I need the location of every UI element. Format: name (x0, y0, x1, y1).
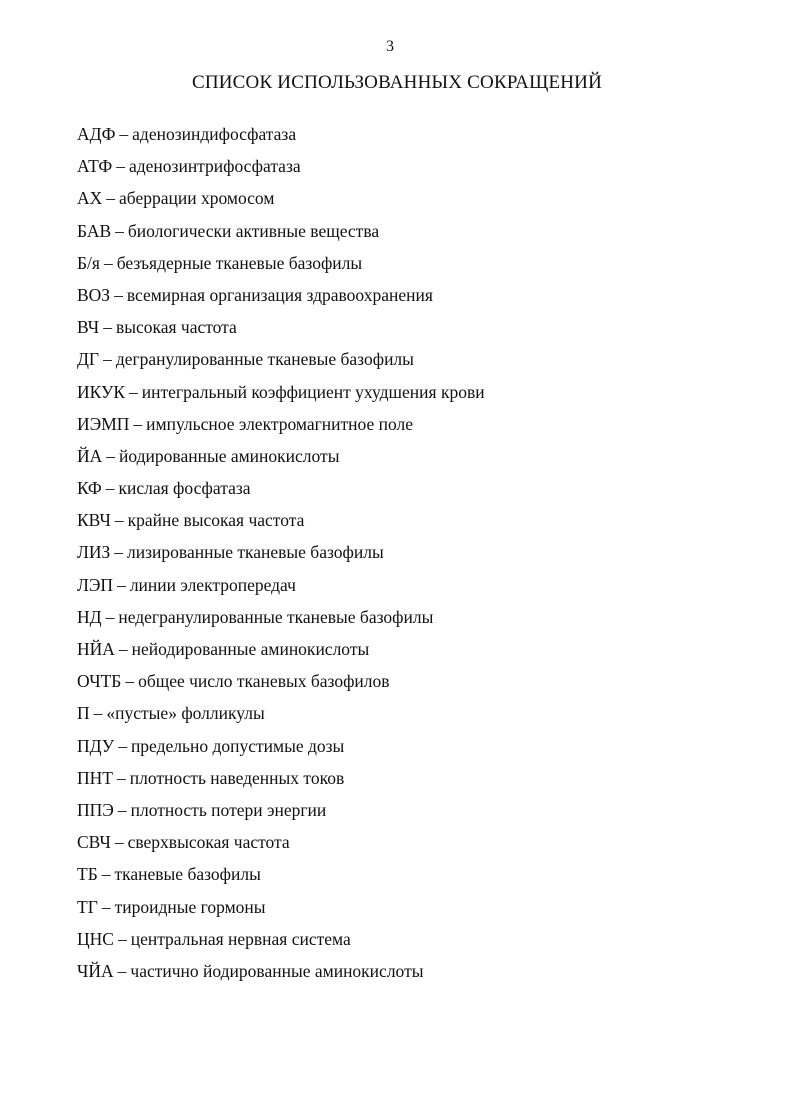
abbreviation-meaning: тканевые базофилы (114, 864, 261, 885)
abbreviation-entry (77, 734, 757, 766)
abbreviation-entry (77, 444, 757, 476)
abbreviation-separator: – (103, 317, 112, 338)
abbreviation-entry (77, 154, 757, 186)
abbreviation-entry (77, 862, 757, 894)
abbreviation-entry (77, 315, 757, 347)
abbreviation-term: КВЧ (77, 510, 111, 531)
abbreviation-term: ЧЙА (77, 960, 114, 981)
abbreviation-entry (77, 219, 757, 251)
abbreviation-meaning: интегральный коэффициент ухудшения крови (141, 381, 485, 402)
abbreviation-meaning: недегранулированные тканевые базофилы (118, 606, 434, 627)
abbreviation-separator: – (103, 252, 113, 273)
abbreviation-separator: – (117, 960, 127, 981)
abbreviation-meaning: «пустые» фолликулы (106, 703, 265, 724)
abbreviation-meaning: сверхвысокая частота (127, 832, 290, 853)
abbreviation-entry (77, 830, 757, 862)
abbreviation-separator: – (103, 349, 112, 370)
abbreviation-entry (77, 927, 757, 959)
abbreviation-separator: – (101, 864, 111, 885)
abbreviation-term: ППЭ (77, 799, 114, 820)
abbreviation-term: ВЧ (77, 317, 100, 338)
abbreviation-meaning: аденозиндифосфатаза (132, 124, 297, 144)
abbreviation-term: ТГ (77, 896, 98, 917)
abbreviation-term: ПДУ (77, 735, 115, 756)
abbreviation-meaning: лизированные тканевые базофилы (127, 542, 384, 563)
abbreviation-entry (77, 122, 757, 154)
abbreviation-separator: – (93, 703, 103, 724)
abbreviation-entry (77, 380, 757, 412)
abbreviation-separator: – (118, 639, 128, 659)
abbreviation-entry (77, 508, 757, 540)
abbreviation-entry (77, 637, 757, 669)
abbreviation-entry (77, 476, 757, 508)
abbreviation-separator: – (114, 542, 124, 563)
abbreviation-separator: – (101, 896, 111, 917)
abbreviation-entry (77, 283, 757, 315)
abbreviation-meaning: дегранулированные тканевые базофилы (115, 349, 414, 370)
abbreviation-entry (77, 251, 757, 283)
abbreviation-term: ТБ (77, 864, 98, 885)
abbreviation-separator: – (105, 606, 115, 627)
abbreviation-term: НЙА (77, 639, 115, 659)
abbreviation-term: ЦНС (77, 928, 114, 949)
abbreviation-term: АТФ (77, 156, 113, 177)
abbreviation-separator: – (114, 284, 123, 305)
abbreviation-term: НД (77, 606, 102, 627)
abbreviation-separator: – (117, 799, 127, 820)
abbreviation-meaning: безъядерные тканевые базофилы (116, 252, 363, 273)
abbreviation-term: ЛИЗ (77, 542, 111, 563)
abbreviation-separator: – (105, 478, 115, 499)
abbreviation-term: ЙА (77, 445, 103, 466)
abbreviation-entry (77, 186, 757, 218)
abbreviation-separator: – (129, 381, 138, 402)
abbreviation-separator: – (117, 574, 126, 595)
abbreviation-separator: – (114, 832, 124, 853)
page-number: 3 (386, 38, 394, 55)
abbreviation-term: ИЭМП (77, 413, 130, 434)
abbreviation-separator: – (115, 220, 124, 241)
abbreviation-meaning: йодированные аминокислоты (119, 445, 340, 466)
abbreviation-separator: – (118, 735, 127, 756)
abbreviation-separator: – (106, 188, 116, 209)
abbreviation-meaning: аберрации хромосом (119, 188, 275, 209)
abbreviation-list (77, 122, 757, 991)
abbreviation-term: П (77, 703, 90, 724)
abbreviation-entry (77, 412, 757, 444)
abbreviation-separator: – (114, 510, 124, 531)
abbreviation-meaning: плотность наведенных токов (129, 767, 345, 788)
abbreviation-separator: – (119, 124, 129, 144)
abbreviation-meaning: высокая частота (115, 317, 237, 338)
abbreviation-entry (77, 573, 757, 605)
abbreviation-meaning: импульсное электромагнитное поле (146, 413, 414, 434)
abbreviation-term: СВЧ (77, 832, 111, 853)
abbreviation-meaning: аденозинтрифосфатаза (128, 156, 301, 177)
abbreviation-meaning: нейодированные аминокислоты (131, 639, 370, 659)
abbreviation-term: Б/я (77, 252, 100, 273)
abbreviation-term: АХ (77, 188, 103, 209)
abbreviation-term: ПНТ (77, 767, 113, 788)
abbreviation-term: ОЧТБ (77, 671, 122, 692)
abbreviation-entry (77, 798, 757, 830)
abbreviation-meaning: предельно допустимые дозы (130, 735, 345, 756)
abbreviation-entry (77, 540, 757, 572)
abbreviation-term: БАВ (77, 220, 112, 241)
abbreviation-entry (77, 701, 757, 733)
abbreviation-entry (77, 959, 757, 991)
abbreviation-separator: – (125, 671, 135, 692)
abbreviation-separator: – (116, 156, 125, 177)
abbreviation-meaning: биологически активные вещества (127, 220, 380, 241)
page-title: СПИСОК ИСПОЛЬЗОВАННЫХ СОКРАЩЕНИЙ (191, 72, 603, 93)
abbreviation-entry (77, 605, 757, 637)
abbreviation-entry (77, 766, 757, 798)
abbreviation-entry (77, 669, 757, 701)
abbreviation-entry (77, 347, 757, 379)
abbreviation-separator: – (116, 767, 126, 788)
abbreviation-separator: – (133, 413, 143, 434)
abbreviation-term: ЛЭП (77, 574, 114, 595)
abbreviation-meaning: кислая фосфатаза (118, 478, 251, 499)
abbreviation-term: КФ (77, 478, 102, 499)
abbreviation-term: ВОЗ (77, 284, 111, 305)
abbreviation-entry (77, 895, 757, 927)
abbreviation-meaning: общее число тканевых базофилов (138, 671, 390, 692)
abbreviation-meaning: линии электропередач (129, 574, 296, 595)
abbreviation-term: ДГ (77, 349, 100, 370)
abbreviation-meaning: плотность потери энергии (130, 799, 327, 820)
abbreviation-meaning: крайне высокая частота (127, 510, 305, 531)
abbreviation-term: ИКУК (77, 381, 126, 402)
abbreviation-meaning: центральная нервная система (130, 928, 351, 949)
abbreviation-meaning: всемирная организация здравоохранения (126, 284, 433, 305)
abbreviation-meaning: тироидные гормоны (114, 896, 266, 917)
abbreviation-term: АДФ (77, 124, 116, 144)
abbreviation-separator: – (117, 928, 127, 949)
abbreviation-meaning: частично йодированные аминокислоты (130, 960, 424, 981)
abbreviation-separator: – (106, 445, 116, 466)
